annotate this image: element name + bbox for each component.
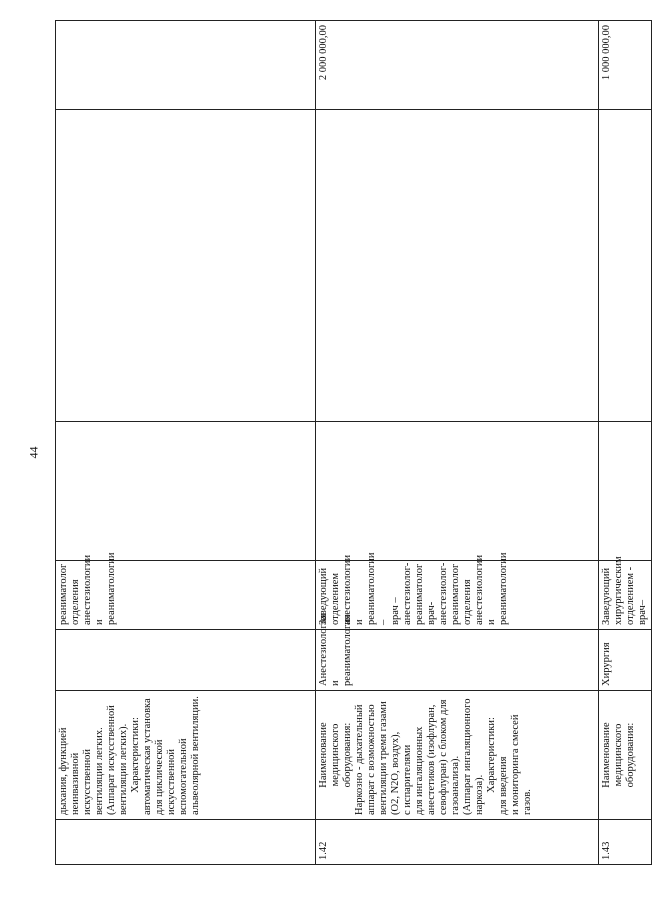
text-line: оборудования:	[625, 722, 636, 788]
price-cell	[56, 21, 316, 110]
text-line: Заведующий	[601, 567, 612, 625]
table-row	[56, 21, 316, 865]
price-cell: 1 000 000,00	[599, 21, 652, 110]
responsible-person	[316, 552, 599, 630]
rotated-table-container	[55, 20, 648, 865]
text-line: и реаниматологии	[94, 552, 117, 625]
text-line: (Аппарат искусственной	[106, 705, 117, 815]
equipment-description	[316, 691, 599, 820]
responsible-person	[599, 556, 652, 630]
text-line: наркоза).	[474, 774, 485, 815]
empty-cell	[56, 422, 316, 561]
text-line: анестезиологии	[342, 554, 353, 625]
department	[599, 630, 652, 691]
text-line: реаниматолог	[450, 563, 461, 625]
text-line: Заведующий	[318, 567, 329, 625]
text-line: и мониторинга смесей	[510, 714, 521, 815]
text-line: анестезиологии	[474, 554, 485, 625]
empty-cell	[316, 110, 599, 422]
text-line: реаниматолог	[58, 563, 69, 625]
text-line: неинвазивной	[70, 752, 81, 815]
row-number: 1.43	[599, 820, 652, 865]
text-line: анестезиологии	[82, 554, 93, 625]
text-line: врач-анестезиолог-	[426, 562, 449, 625]
text-line: оборудования:	[342, 722, 353, 788]
text-line: вентиляции легких.	[94, 727, 105, 815]
text-line: отделением	[330, 572, 341, 625]
empty-cell	[599, 422, 652, 561]
text-line: и реаниматологии	[486, 552, 509, 625]
text-line: Наркозно - дыхательный	[354, 704, 365, 815]
page-number: 44	[26, 446, 41, 459]
department	[316, 613, 599, 691]
responsible-person	[56, 552, 316, 630]
text-line: вспомогательной	[178, 738, 189, 815]
equipment-description	[599, 691, 652, 820]
text-line: вентиляции тремя газами	[378, 701, 389, 815]
text-line: Анестезиология	[318, 613, 329, 686]
text-line: анестетиков (изофлуран,	[426, 704, 437, 815]
text-line: для введения	[498, 756, 509, 815]
department	[56, 630, 316, 691]
text-line: для ингаляционных	[414, 726, 425, 815]
text-line: медицинского	[613, 723, 624, 787]
empty-cell	[316, 422, 599, 561]
text-line: отделением - врач–	[625, 566, 648, 625]
text-line: и реаниматология	[330, 614, 353, 686]
text-line: отделения	[462, 579, 473, 625]
text-line: искусственной	[82, 748, 93, 815]
text-line: хирургическим	[613, 556, 624, 625]
text-line: аппарат с возможностью	[366, 704, 377, 815]
text-line: искусственной	[166, 748, 177, 815]
table-row	[316, 21, 599, 865]
table-row	[599, 21, 652, 865]
text-line: вентиляции легких).	[118, 723, 129, 815]
text-line: Характеристики:	[130, 717, 141, 793]
text-line: реаниматолог	[414, 563, 425, 625]
equipment-description	[56, 691, 316, 820]
text-line: и реаниматологии –	[354, 552, 389, 625]
empty-cell	[599, 110, 652, 422]
text-line: (Аппарат ингаляционного	[462, 698, 473, 815]
rotated-table	[55, 20, 648, 865]
text-line: газов.	[522, 789, 533, 815]
text-line: дыхания, функцией	[58, 727, 69, 815]
text-line: с испарителями	[402, 744, 413, 815]
row-number: 1.42	[316, 820, 599, 865]
text-line: Наименование	[601, 722, 612, 788]
text-line: Характеристики:	[486, 717, 497, 793]
text-line: альвеолярной вентиляции.	[190, 696, 201, 815]
price-cell: 2 000 000,00	[316, 21, 599, 110]
text-line: медицинского	[330, 723, 341, 787]
text-line: Наименование	[318, 722, 329, 788]
text-line: автоматическая установка	[142, 698, 153, 815]
text-line: газоанализа).	[450, 755, 461, 815]
text-line: врач – анестезиолог-	[390, 562, 413, 625]
text-line: севофлуран) с блоком для	[438, 699, 449, 815]
empty-cell	[56, 110, 316, 422]
text-line: для циклической	[154, 739, 165, 815]
text-line: (O2, N2O, воздух),	[390, 731, 401, 815]
text-line: отделения	[70, 579, 81, 625]
row-number	[56, 820, 316, 865]
equipment-table	[55, 20, 652, 865]
text-line: Хирургия	[601, 642, 612, 686]
